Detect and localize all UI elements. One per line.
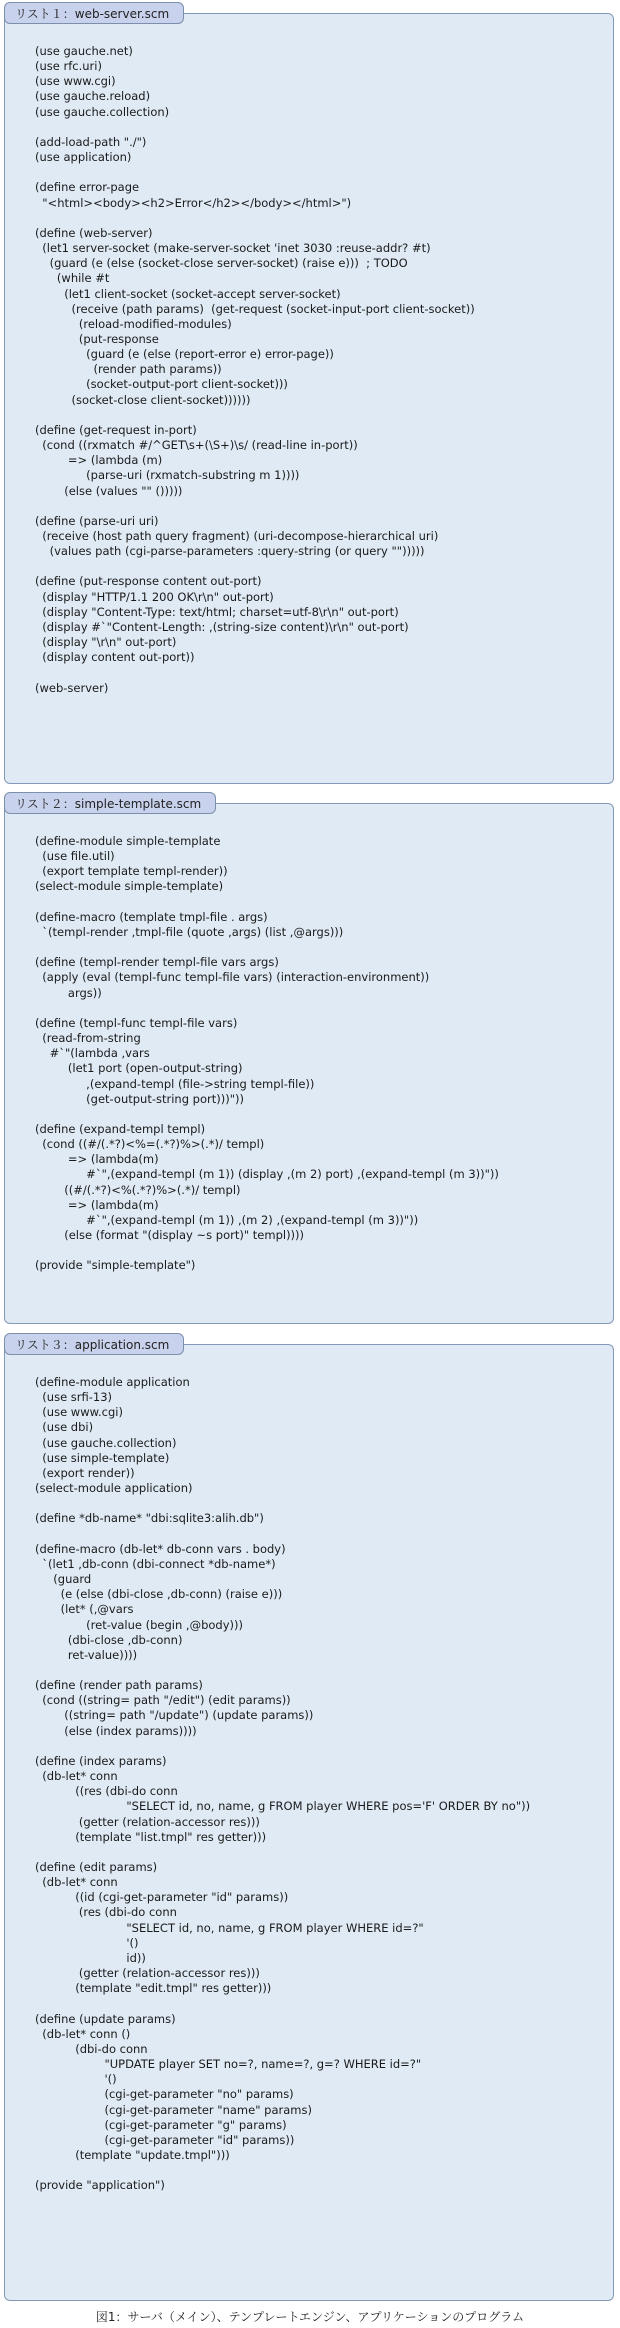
- listing-application: [4, 1333, 614, 2301]
- listing-code-box: [4, 803, 614, 1324]
- listing-simple-template: [4, 792, 614, 1324]
- listing-title-tab: リスト１：web-server.scm: [4, 2, 184, 24]
- listing-title-tab: リスト３：application.scm: [4, 1333, 184, 1355]
- listing-code-box: [4, 1344, 614, 2301]
- listing-code: (define-module application (use srfi-13) (use www.cgi) (use dbi) (use gauche.collection) (use simple-template) (export render)) (select-module application) (define *db-name* "dbi:sqlite3:alih.db") (define-macro (db-let* db-conn vars . body) `(let1 ,db-conn (dbi-connect *db-name*) (guard (e (else (dbi-close ,db-conn) (raise e))) (let* (,@vars (ret-value (begin ,@body))) (dbi-close ,db-conn) ret-value)))) (define (render path params) (cond ((string= path "/edit") (edit params)) ((string= path "/update") (update params)) (else (index params)))) (define (index params) (db-let* conn ((res (dbi-do conn "SELECT id, no, name, g FROM player WHERE pos='F' ORDER BY no")) (getter (relation-accessor res))) (template "list.tmpl" res getter))) (define (edit params) (db-let* conn ((id (cgi-get-parameter "id" params)) (res (dbi-do conn "SELECT id, no, name, g FROM player WHERE id=?" '() id)) (getter (relation-accessor res))) (template "edit.tmpl" res getter))) (define (update params) (db-let* conn () (dbi-do conn "UPDATE player SET no=?, name=?, g=? WHERE id=?" '() (cgi-get-parameter "no" params) (cgi-get-parameter "name" params) (cgi-get-parameter "g" params) (cgi-get-parameter "id" params)) (template "update.tmpl"))) (provide "application"): [35, 1375, 531, 2193]
- listing-code: (use gauche.net) (use rfc.uri) (use www.cgi) (use gauche.reload) (use gauche.collection) (add-load-path "./") (use application) (define error-page "<html><body><h2>Error</h2></body></html>") (define (web-server) (let1 server-socket (make-server-socket 'inet 3030 :reuse-addr? #t) (guard (e (else (socket-close server-socket) (raise e))) ; TODO (while #t (let1 client-socket (socket-accept server-socket) (receive (path params) (get-request (socket-input-port client-socket)) (reload-modified-modules) (put-response (guard (e (else (report-error e) error-page)) (render path params)) (socket-output-port client-socket))) (socket-close client-socket)))))) (define (get-request in-port) (cond ((rxmatch #/^GET\s+(\S+)\s/ (read-line in-port)) => (lambda (m) (parse-uri (rxmatch-substring m 1)))) (else (values "" ())))) (define (parse-uri uri) (receive (host path query fragment) (uri-decompose-hierarchical uri) (values path (cgi-parse-parameters :query-string (or query ""))))) (define (put-response content out-port) (display "HTTP/1.1 200 OK\r\n" out-port) (display "Content-Type: text/html; charset=utf-8\r\n" out-port) (display #`"Content-Length: ,(string-size content)\r\n" out-port) (display "\r\n" out-port) (display content out-port)) (web-server): [35, 44, 475, 695]
- figure-caption: 図1：サーバ（メイン）、テンプレートエンジン、アプリケーションのプログラム: [95, 2310, 525, 2324]
- listing-web-server: [4, 2, 614, 784]
- listing-code: (define-module simple-template (use file.util) (export template templ-render)) (select-module simple-template) (define-macro (template tmpl-file . args) `(templ-render ,tmpl-file (quote ,args) (list ,@args))) (define (templ-render templ-file vars args) (apply (eval (templ-func templ-file vars) (interaction-environment)) args)) (define (templ-func templ-file vars) (read-from-string #`"(lambda ,vars (let1 port (open-output-string) ,(expand-templ (file->string templ-file)) (get-output-string port)))")) (define (expand-templ templ) (cond ((#/(.*?)<%=(.*?)%>(.*)/ templ) => (lambda(m) #`",(expand-templ (m 1)) (display ,(m 2) port) ,(expand-templ (m 3))")) ((#/(.*?)<%(.*?)%>(.*)/ templ) => (lambda(m) #`",(expand-templ (m 1)) ,(m 2) ,(expand-templ (m 3))")) (else (format "(display ~s port)" templ)))) (provide "simple-template"): [35, 834, 499, 1273]
- listing-code-box: [4, 13, 614, 784]
- listing-title-tab: リスト２：simple-template.scm: [4, 792, 216, 814]
